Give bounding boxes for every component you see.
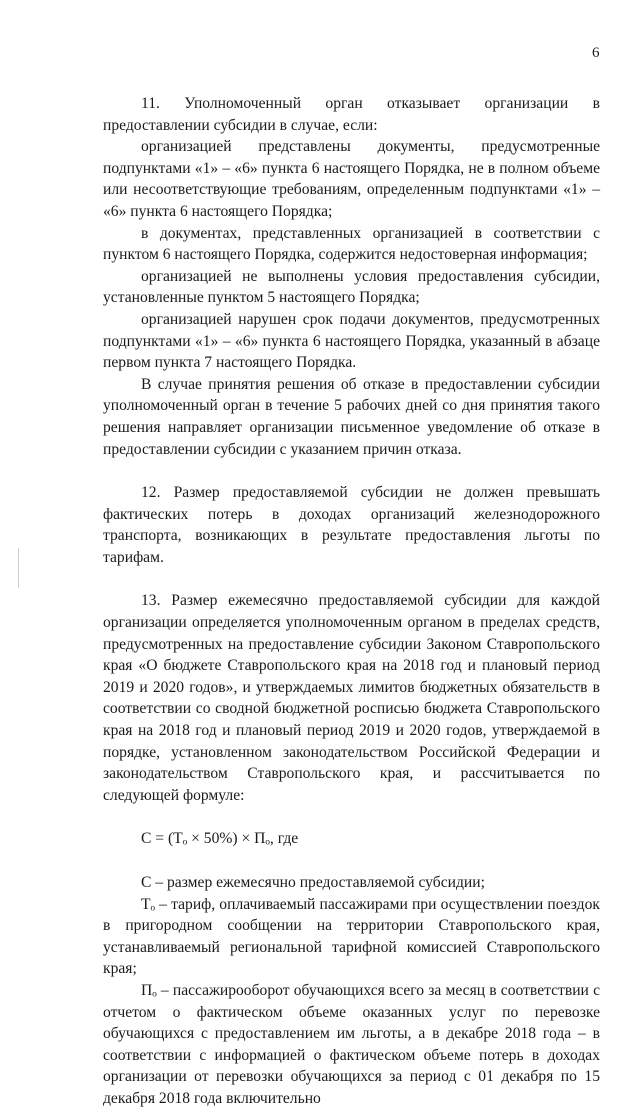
paragraph-spacer — [103, 806, 600, 828]
paragraph-11-item-a: организацией представлены документы, предусмотренные подпунктами «1» – «6» пункта 6 настоящего Порядка, не в полном объеме или несоответствующие требованиям, определенным подпунктами «1» – «6» пункта 6 настоящего Порядка; — [103, 138, 600, 220]
page-number: 6 — [592, 45, 600, 61]
paragraph-spacer — [103, 850, 600, 872]
definition-c: С – размер ежемесячно предоставляемой субсидии; — [141, 874, 485, 891]
paragraph-11-intro: 11. Уполномоченный орган отказывает организации в предоставлении субсидии в случае, если: — [103, 95, 600, 134]
scan-artifact — [18, 548, 19, 588]
paragraph-11-item-c: организацией не выполнены условия предоставления субсидии, установленные пунктом 5 настоящего Порядка; — [103, 267, 600, 307]
definition-p: Пₒ – пассажирооборот обучающихся всего за месяц в соответствии с отчетом о фактическом объеме оказанных услуг по перевозке обучающихся с предоставлением им льготы, а в декабре 2018 года – в соответствии с информацией о фактическом объеме потерь в доходах организации от перевозки обучающихся за период с 01 декабря по 15 декабря 2018 года включительно — [103, 981, 600, 1107]
paragraph-13: 13. Размер ежемесячно предоставляемой субсидии для каждой организации определяется уполномоченным органом в пределах средств, предусмотренных на предоставление субсидии Законом Ставропольского края «О бюджете Ставропольского края на 2018 год и плановый период 2019 и 2020 годов», и утверждаемых лимитов бюджетных обязательств в соответствии со сводной бюджетной росписью бюджета Ставропольского края на 2018 год и плановый период 2019 и 2020 годов, утверждаемой в порядке, установленном законодательством Российской Федерации и законодательством Ставропольского края, и рассчитывается по следующей формуле: — [103, 592, 600, 804]
document-body — [103, 93, 600, 1110]
paragraph-11-item-b: в документах, представленных организацией в соответствии с пунктом 6 настоящего Порядка, содержится недостоверная информация; — [103, 224, 600, 264]
paragraph-spacer — [103, 460, 600, 482]
paragraph-11-item-d: организацией нарушен срок подачи документов, предусмотренных подпунктами «1» – «6» пункта 6 настоящего Порядка, указанный в абзаце первом пункта 7 настоящего Порядка. — [103, 310, 600, 372]
definition-t: Тₒ – тариф, оплачиваемый пассажирами при осуществлении поездок в пригородном сообщении на территории Ставропольского края, устанавливаемый региональной тарифной комиссией Ставропольского края; — [103, 895, 600, 978]
paragraph-spacer — [103, 568, 600, 590]
subsidy-formula: С = (Тₒ × 50%) × Пₒ, где — [141, 830, 299, 848]
paragraph-11-refusal-notice: В случае принятия решения об отказе в предоставлении субсидии уполномоченный орган в течение 5 рабочих дней со дня принятия такого решения направляет организации письменное уведомление об отказе в предоставлении субсидии с указанием причин отказа. — [103, 375, 600, 458]
paragraph-12: 12. Размер предоставляемой субсидии не должен превышать фактических потерь в доходах организаций железнодорожного транспорта, возникающих в результате предоставления льготы по тарифам. — [103, 484, 600, 566]
